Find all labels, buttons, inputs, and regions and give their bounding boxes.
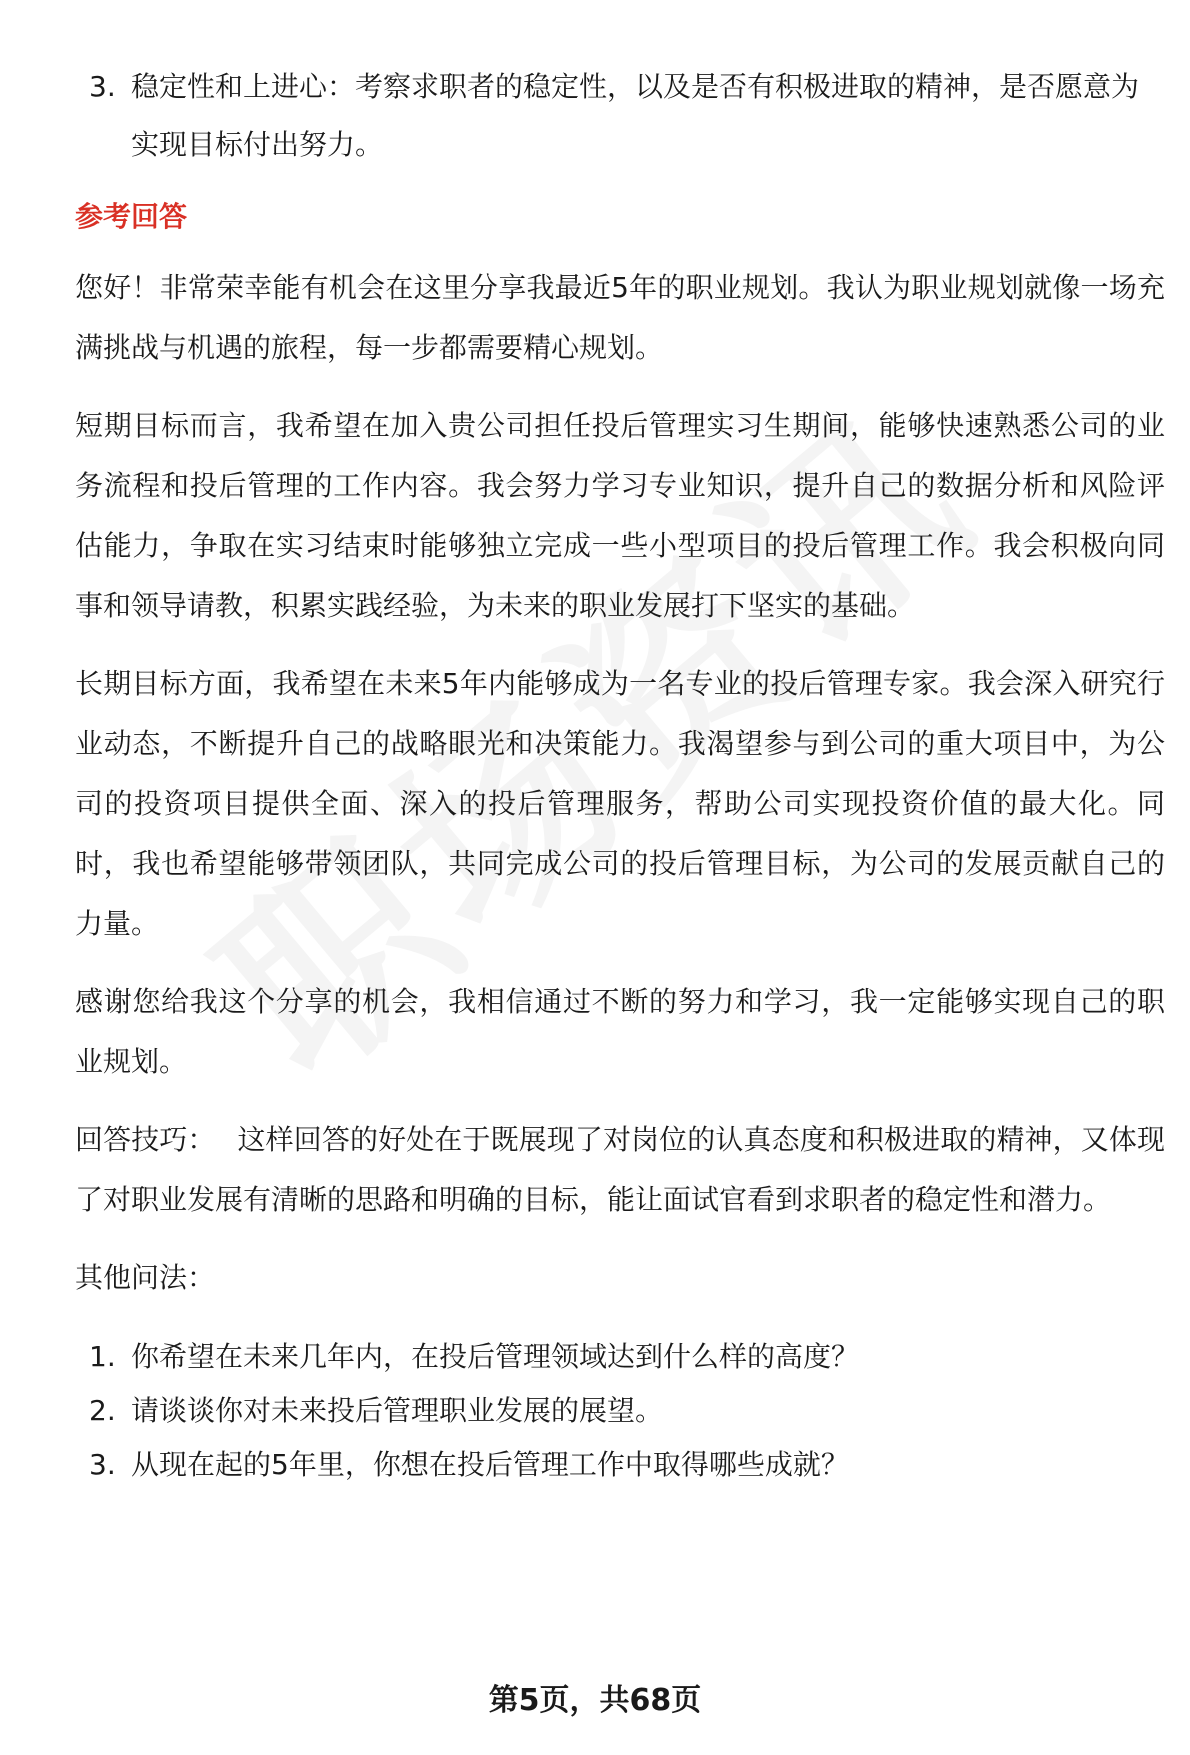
answer-tips-label: 回答技巧： bbox=[75, 1123, 216, 1156]
page-number: 第5页，共68页 bbox=[488, 1683, 702, 1718]
answer-paragraph: 您好！非常荣幸能有机会在这里分享我最近5年的职业规划。我认为职业规划就像一场充满挑战与机遇的旅程，每一步都需要精心规划。 bbox=[75, 271, 1165, 364]
list-item-text: 请谈谈你对未来投后管理职业发展的展望。 bbox=[131, 1394, 664, 1427]
answer-paragraph: 长期目标方面，我希望在未来5年内能够成为一名专业的投后管理专家。我会深入研究行业动态，不断提升自己的战略眼光和决策能力。我渴望参与到公司的重大项目中，为公司的投资项目提供全面、深入的投后管理服务，帮助公司实现投资价值的最大化。同时，我也希望能够带领团队，共同完成公司的投后管理目标，为公司的发展贡献自己的力量。 bbox=[75, 667, 1165, 940]
list-item bbox=[75, 1330, 1165, 1384]
section-title-reference-answer: 参考回答 bbox=[75, 200, 188, 233]
answer-paragraph: 短期目标而言，我希望在加入贵公司担任投后管理实习生期间，能够快速熟悉公司的业务流程和投后管理的工作内容。我会努力学习专业知识，提升自己的数据分析和风险评估能力，争取在实习结束时能够独立完成一些小型项目的投后管理工作。我会积极向同事和领导请教，积累实践经验，为未来的职业发展打下坚实的基础。 bbox=[75, 409, 1165, 622]
list-item bbox=[75, 1384, 1165, 1438]
answer-tips-text: 这样回答的好处在于既展现了对岗位的认真态度和积极进取的精神，又体现了对职业发展有清晰的思路和明确的目标，能让面试官看到求职者的稳定性和潜力。 bbox=[75, 1123, 1165, 1216]
list-item bbox=[75, 58, 1165, 174]
answer-tips bbox=[75, 1110, 1165, 1230]
list-item-number: 3. bbox=[89, 70, 116, 103]
other-questions-list bbox=[75, 1330, 1165, 1492]
page-content bbox=[75, 58, 1165, 1492]
list-item-text: 稳定性和上进心：考察求职者的稳定性，以及是否有积极进取的精神，是否愿意为实现目标付出努力。 bbox=[131, 70, 1140, 161]
list-item-number: 1. bbox=[89, 1340, 116, 1373]
list-item-number: 3. bbox=[89, 1448, 116, 1481]
list-item-text: 从现在起的5年里，你想在投后管理工作中取得哪些成就？ bbox=[131, 1448, 849, 1481]
list-item bbox=[75, 1438, 1165, 1492]
answer-paragraph: 感谢您给我这个分享的机会，我相信通过不断的努力和学习，我一定能够实现自己的职业规划。 bbox=[75, 985, 1165, 1078]
other-questions-label: 其他问法： bbox=[75, 1261, 216, 1294]
list-item-number: 2. bbox=[89, 1394, 116, 1427]
list-item-text: 你希望在未来几年内，在投后管理领域达到什么样的高度？ bbox=[131, 1340, 860, 1373]
